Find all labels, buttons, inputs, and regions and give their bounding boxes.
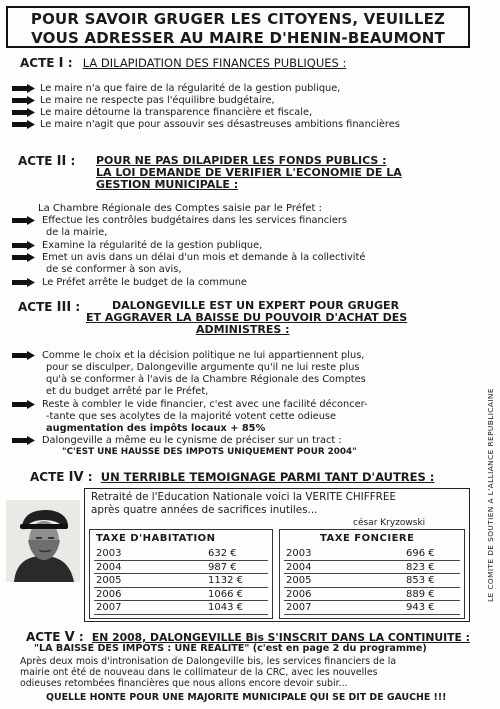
row-rule <box>94 587 268 588</box>
tax-amount: 1066 € <box>208 588 243 600</box>
tax-amount: 1132 € <box>208 575 243 587</box>
acte2-title-1: POUR NE PAS DILAPIDER LES FONDS PUBLICS : <box>96 154 387 167</box>
acte2-intro: La Chambre Régionale des Comptes saisie par le Préfet : <box>38 203 322 214</box>
tax-year: 2004 <box>286 561 312 573</box>
headline-banner <box>6 6 470 48</box>
testimony-box <box>84 488 470 622</box>
tax-amount: 889 € <box>406 588 435 600</box>
tax-amount: 853 € <box>406 575 435 587</box>
tax-amount: 823 € <box>406 561 435 573</box>
testimony-signature: césar Kryzowski <box>353 518 426 528</box>
side-credit: LE COMITE DE SOUTIEN A L'ALLIANCE REPUBLICAINE <box>486 388 495 602</box>
tax-year: 2003 <box>286 548 312 559</box>
acte4-title: UN TERRIBLE TEMOIGNAGE PARMI TANT D'AUTRES : <box>100 470 435 484</box>
row-rule <box>284 614 460 615</box>
acte1-item: Le maire ne respecte pas l'équilibre budgétaire, <box>40 95 275 106</box>
acte4-heading: ACTE IV : UN TERRIBLE TEMOIGNAGE PARMI TANT D'AUTRES : <box>30 470 435 485</box>
acte5-body-3: odieuses retombées financières que nous allons encore devoir subir... <box>20 678 348 689</box>
testimony-line-2: après quatre années de sacrifices inutiles... <box>91 504 318 516</box>
acte2-item-line: Examine la régularité de la gestion publique, <box>42 240 263 251</box>
tax-amount: 1043 € <box>208 602 243 614</box>
tax-year: 2007 <box>286 602 312 614</box>
acte3-item-line: Reste à combler le vide financier, c'est avec une facilité déconcer- <box>42 399 368 410</box>
habitation-table <box>89 529 273 619</box>
portrait-photo <box>6 500 80 582</box>
tax-year: 2007 <box>96 602 122 614</box>
acte3-item-line: pour se disculper, Dalongeville argumente qu'il ne lui reste plus <box>46 362 360 373</box>
tax-amount: 632 € <box>208 548 237 559</box>
tax-year: 2005 <box>286 575 312 587</box>
acte1-heading: ACTE I : LA DILAPIDATION DES FINANCES PUBLIQUES : <box>20 56 347 71</box>
acte5-body-1: Après deux mois d'intronisation de Dalongeville bis, les services financiers de la <box>20 656 397 667</box>
acte2-heading: ACTE II : <box>18 154 76 169</box>
acte5-body-2: mairie ont été de nouveau dans le collimateur de la CRC, avec les nouvelles <box>20 667 378 678</box>
tax-year: 2004 <box>96 561 122 573</box>
acte1-item: Le maire n'agit que pour assouvir ses désastreuses ambitions financières <box>40 119 400 130</box>
testimony-line-1: Retraité de l'Education Nationale voici la VERITE CHIFFREE <box>91 491 397 503</box>
acte2-item-line: de se conformer à son avis, <box>46 264 182 275</box>
fonciere-header: TAXE FONCIERE <box>320 533 415 544</box>
row-rule <box>284 600 460 601</box>
row-rule <box>284 573 460 574</box>
acte3-item-line: Dalongeville a même eu le cynisme de préciser sur un tract : <box>42 435 342 446</box>
acte3-item-line: -tante que ses acolytes de la majorité votent cette odieuse <box>46 411 337 422</box>
fonciere-table <box>279 529 465 619</box>
arrow-icon <box>12 241 36 250</box>
acte3-title-3: ADMINISTRES : <box>196 323 290 336</box>
arrow-icon <box>12 253 36 262</box>
acte3-item-line: qu'à se conformer à l'avis de la Chambre Régionale des Comptes <box>46 374 366 385</box>
tract-quote: "C'EST UNE HAUSSE DES IMPOTS UNIQUEMENT POUR 2004" <box>62 447 357 457</box>
acte2-item-line: Effectue les contrôles budgétaires dans les services financiers <box>42 215 348 226</box>
acte5-title: EN 2008, DALONGEVILLE Bis S'INSCRIT DANS LA CONTINUITE : <box>91 631 470 644</box>
row-rule <box>94 600 268 601</box>
tax-amount: 943 € <box>406 602 435 614</box>
arrow-icon <box>12 84 36 93</box>
arrow-icon <box>12 351 36 360</box>
row-rule <box>94 560 268 561</box>
arrow-icon <box>12 278 36 287</box>
headline-line-2: VOUS ADRESSER AU MAIRE D'HENIN-BEAUMONT <box>31 29 445 47</box>
acte5-conclusion: QUELLE HONTE POUR UNE MAJORITE MUNICIPALE QUI SE DIT DE GAUCHE !!! <box>46 692 447 703</box>
row-rule <box>284 587 460 588</box>
arrow-icon <box>12 216 36 225</box>
acte5-quote: "LA BAISSE DES IMPOTS : UNE REALITE" (c'est en page 2 du programme) <box>34 643 427 654</box>
row-rule <box>94 573 268 574</box>
acte2-item-line: de la mairie, <box>46 227 108 238</box>
acte3-item-line: Comme le choix et la décision politique ne lui appartiennent plus, <box>42 350 365 361</box>
row-rule <box>284 560 460 561</box>
tax-year: 2006 <box>96 588 122 600</box>
acte1-item: Le maire n'a que faire de la régularité de la gestion publique, <box>40 83 341 94</box>
acte3-title-2: ET AGGRAVER LA BAISSE DU POUVOIR D'ACHAT DES <box>86 311 408 324</box>
row-rule <box>94 614 268 615</box>
headline-line-1: POUR SAVOIR GRUGER LES CITOYENS, VEUILLEZ <box>30 10 446 28</box>
tax-amount: 696 € <box>406 548 435 559</box>
arrow-icon <box>12 108 36 117</box>
tax-year: 2006 <box>286 588 312 600</box>
acte3-item-line: et du budget arrêté par le Préfet, <box>46 386 209 397</box>
arrow-icon <box>12 96 36 105</box>
arrow-icon <box>12 400 36 409</box>
acte5-heading: ACTE V : EN 2008, DALONGEVILLE Bis S'INSCRIT DANS LA CONTINUITE : <box>26 630 470 645</box>
acte2-item-line: Emet un avis dans un délai d'un mois et demande à la collectivité <box>42 252 366 263</box>
acte2-title-2: LA LOI DEMANDE DE VERIFIER L'ECONOMIE DE LA <box>96 166 402 179</box>
tax-increase-line: augmentation des impôts locaux + 85% <box>46 423 266 434</box>
arrow-icon <box>12 120 36 129</box>
acte2-item-line: Le Préfet arrête le budget de la commune <box>42 277 247 288</box>
tax-amount: 987 € <box>208 561 237 573</box>
acte1-title: LA DILAPIDATION DES FINANCES PUBLIQUES : <box>82 56 347 70</box>
habitation-header: TAXE D'HABITATION <box>96 533 216 544</box>
tax-year: 2003 <box>96 548 122 559</box>
acte2-title-3: GESTION MUNICIPALE : <box>96 178 239 191</box>
acte1-item: Le maire détourne la transparence financière et fiscale, <box>40 107 313 118</box>
tax-year: 2005 <box>96 575 122 587</box>
arrow-icon <box>12 436 36 445</box>
acte3-heading: ACTE III : <box>18 300 81 315</box>
acte3-title-1: DALONGEVILLE EST UN EXPERT POUR GRUGER <box>112 299 400 312</box>
